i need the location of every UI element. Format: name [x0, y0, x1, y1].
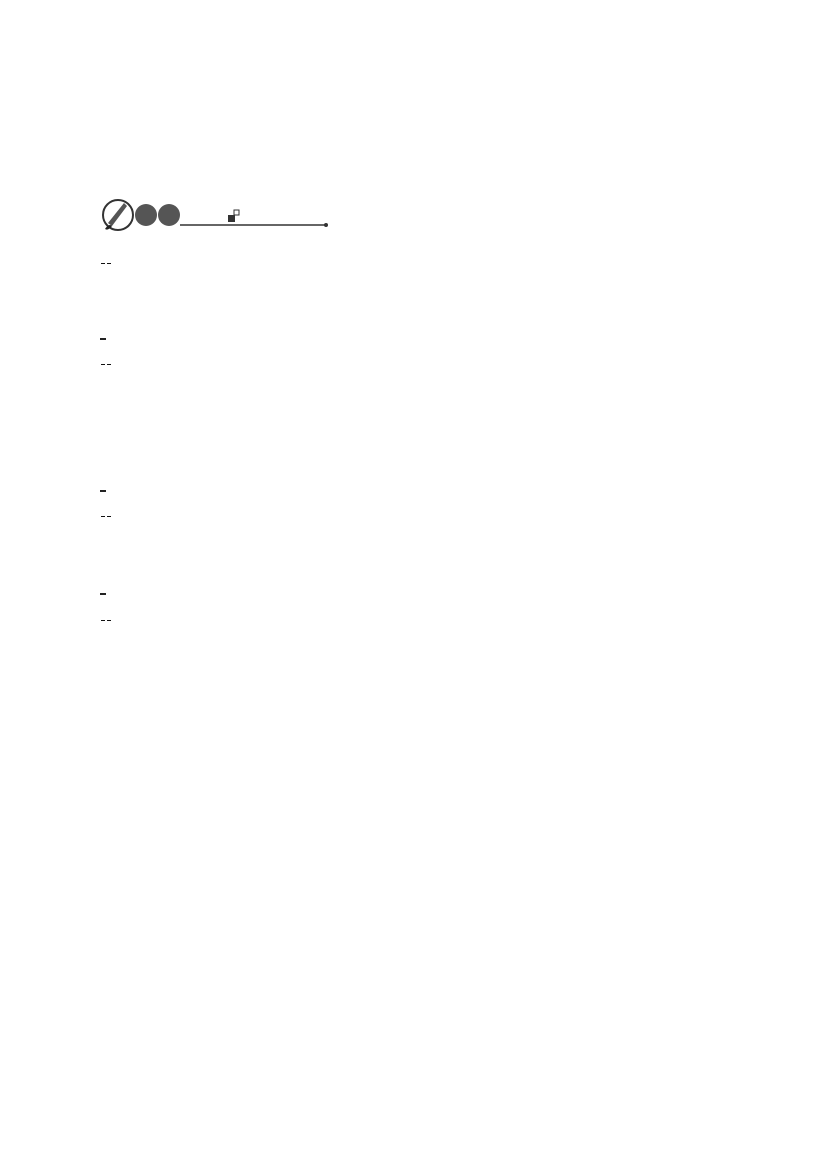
question-1	[100, 253, 112, 274]
question-3	[100, 506, 112, 527]
q2-answer	[100, 478, 107, 498]
q1-answer	[100, 326, 107, 346]
brush-logo-icon	[100, 193, 340, 237]
question-2	[100, 354, 112, 375]
section-header-review	[100, 193, 500, 237]
question-4	[100, 610, 112, 631]
q3-answer	[100, 581, 107, 601]
